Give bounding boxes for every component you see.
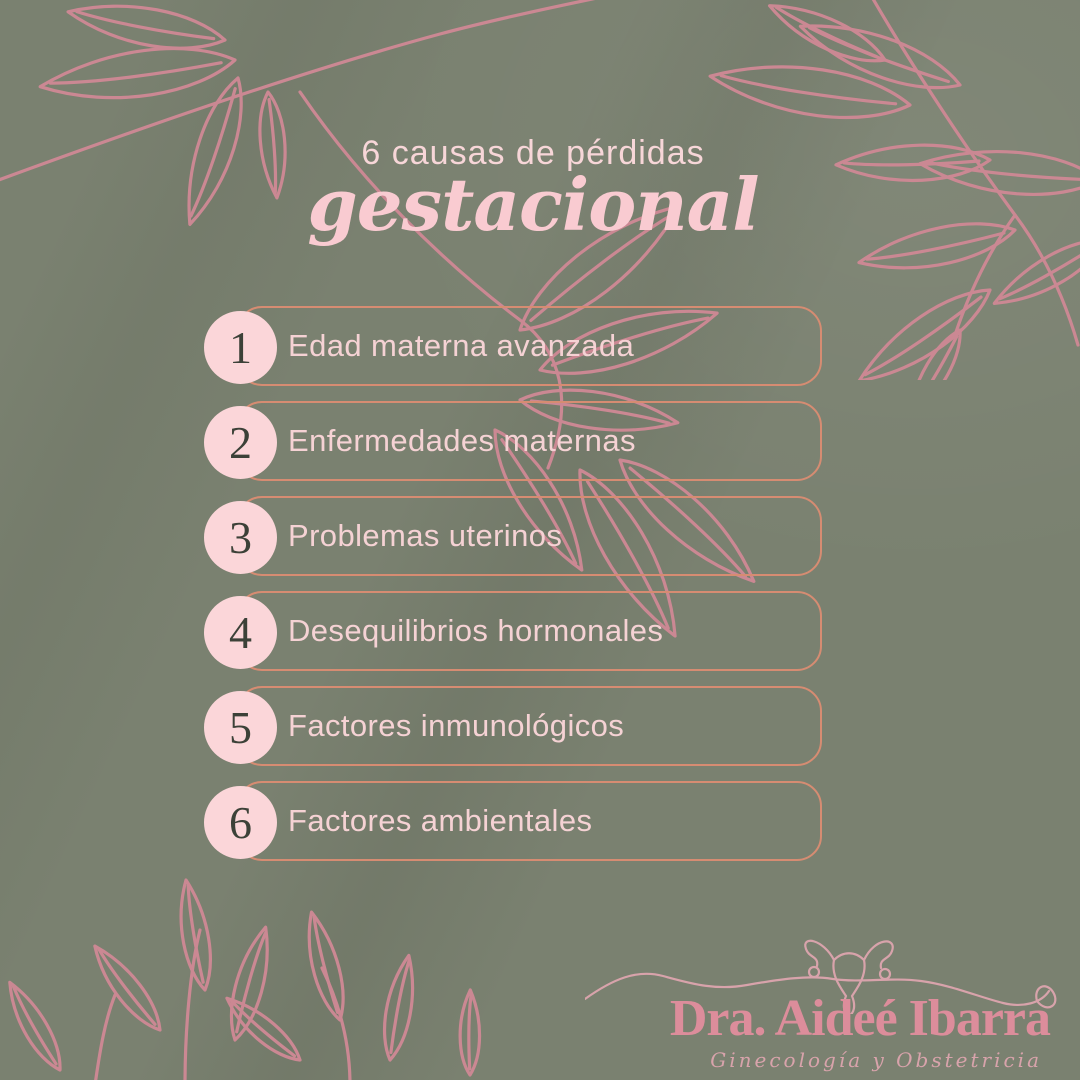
item-label: Enfermedades maternas [288,423,636,458]
item-number-badge: 2 [204,406,277,479]
item-label: Edad materna avanzada [288,328,635,363]
leaf-sprigs-bottom-left-icon [0,870,520,1080]
list-item [204,401,822,481]
doctor-name: Dra. Aideé Ibarra [669,990,1050,1047]
item-number-badge: 3 [204,501,277,574]
list-item [204,306,822,386]
title-block [0,134,1073,247]
item-label: Desequilibrios hormonales [288,613,664,648]
item-label: Problemas uterinos [288,518,563,553]
item-label: Factores inmunológicos [288,708,625,743]
specialty-label: Ginecología y Obstetricia [710,1048,1042,1072]
list-item [204,781,822,861]
item-number-badge: 5 [204,691,277,764]
signature-block [669,990,1050,1072]
title-line-2: gestacional [307,162,759,247]
list-item [204,591,822,671]
list-item [204,686,822,766]
item-label: Factores ambientales [288,803,593,838]
causes-list [204,306,822,861]
title-line-1: 6 causas de pérdidas [361,134,705,172]
item-number-badge: 1 [204,311,277,384]
list-item [204,496,822,576]
item-number-badge: 6 [204,786,277,859]
item-number-badge: 4 [204,596,277,669]
